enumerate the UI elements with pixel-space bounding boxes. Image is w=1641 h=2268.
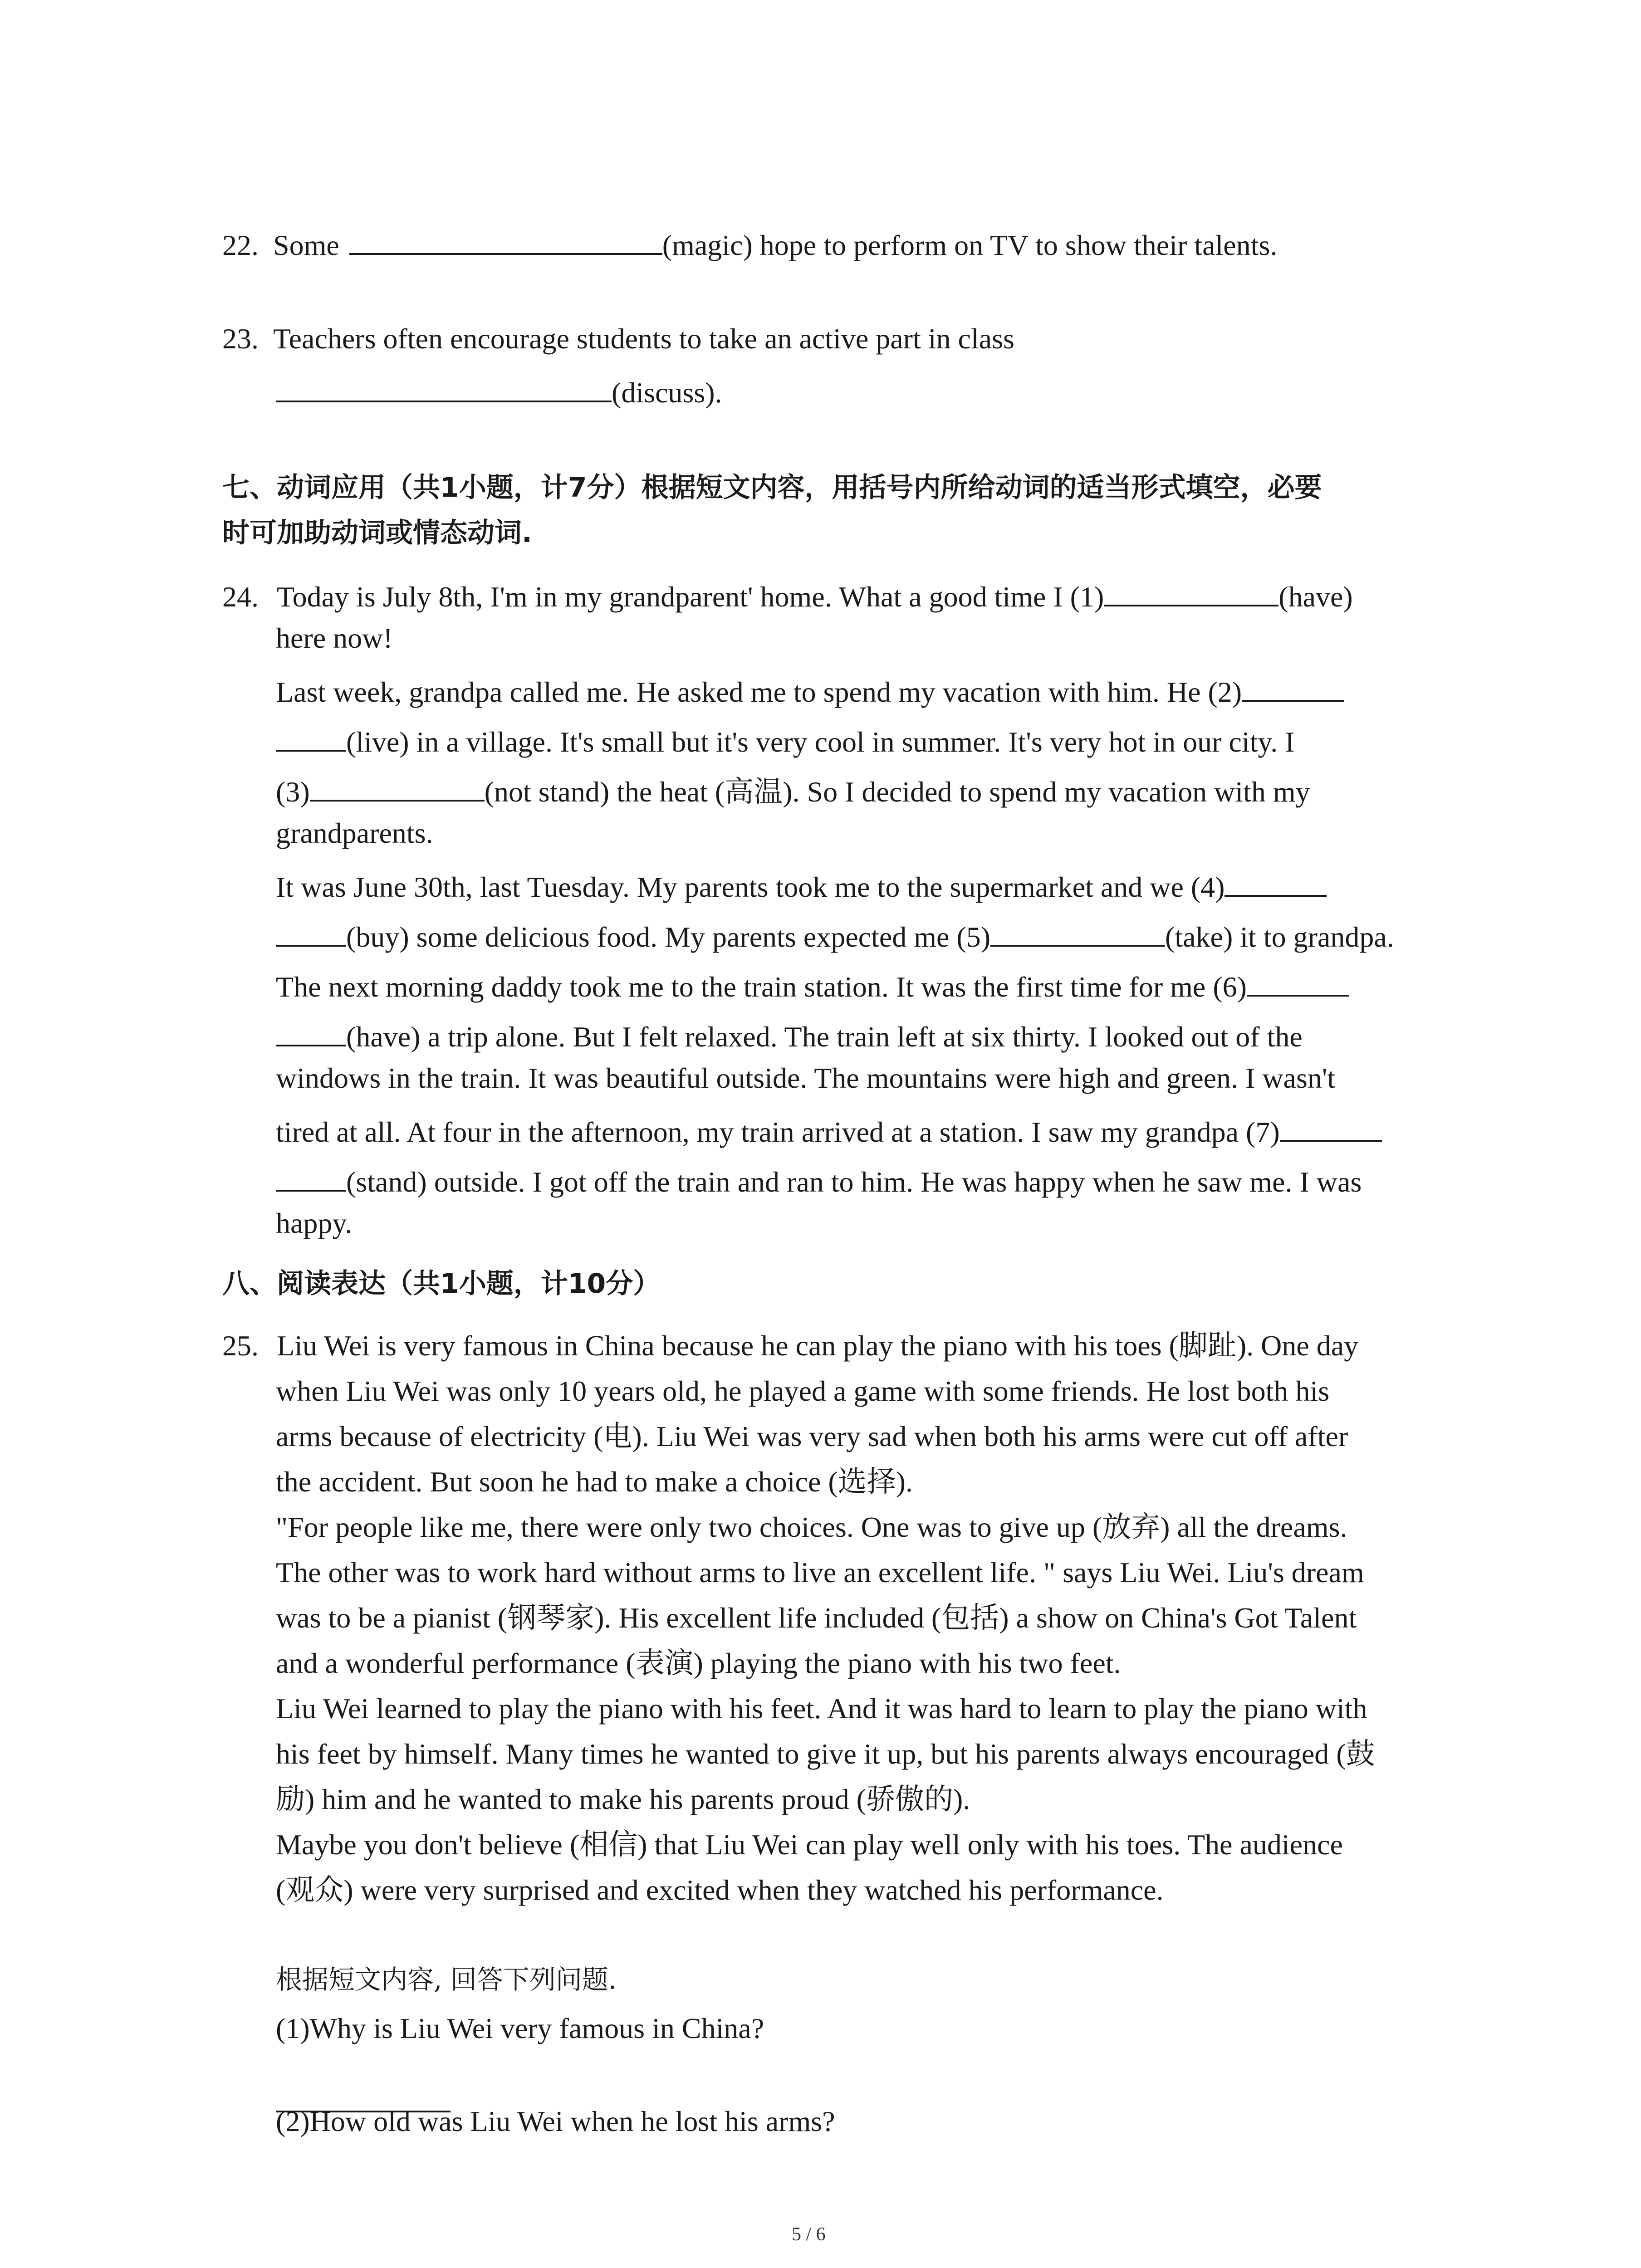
passage-text: The next morning daddy took me to the train station. It was the first time for me (6) xyxy=(276,971,1247,1003)
answer-blank-4[interactable] xyxy=(1225,869,1327,897)
passage-line xyxy=(276,674,1344,707)
passage-line xyxy=(276,1163,1362,1197)
page-number: 5 / 6 xyxy=(792,2224,826,2245)
passage-text: (stand) outside. I got off the train and ran to him. He was happy when he saw me. I was xyxy=(346,1166,1362,1198)
passage-line xyxy=(276,869,1327,902)
question-number: 25. xyxy=(222,1330,259,1362)
section-7-heading-line2: 时可加助动词或情态动词. xyxy=(222,517,532,549)
passage-line xyxy=(276,1018,1303,1051)
question-22 xyxy=(222,227,1277,260)
question-23-line2 xyxy=(276,374,722,407)
question-25 xyxy=(222,1331,1358,1360)
question-number: 23. xyxy=(222,323,259,355)
passage-line xyxy=(276,773,1310,807)
passage-line: 励) him and he wanted to make his parents proud (骄傲的). xyxy=(276,1783,970,1815)
question-text: (magic) hope to perform on TV to show their talents. xyxy=(662,229,1278,261)
answer-blank-3[interactable] xyxy=(310,773,485,802)
answer-blank[interactable] xyxy=(349,227,662,255)
passage-text: It was June 30th, last Tuesday. My parents took me to the supermarket and we (4) xyxy=(276,871,1225,903)
passage-line: (have) xyxy=(1279,581,1353,613)
passage-line: and a wonderful performance (表演) playing the piano with his two feet. xyxy=(276,1647,1121,1679)
passage-text: (take) it to grandpa. xyxy=(1165,921,1394,953)
answer-blank-2[interactable] xyxy=(1242,674,1344,702)
passage-text: (live) in a village. It's small but it's very cool in summer. It's very hot in our city. I xyxy=(346,726,1295,758)
section-8-heading: 八、阅读表达（共1小题，计10分） xyxy=(222,1268,661,1300)
passage-line: happy. xyxy=(276,1207,353,1239)
question-text: Teachers often encourage students to take an active part in class xyxy=(273,323,1014,355)
passage-line: "For people like me, there were only two choices. One was to give up (放弃) all the dreams. xyxy=(276,1511,1347,1543)
passage-line: Today is July 8th, I'm in my grandparent' home. What a good time I (1) xyxy=(277,581,1104,613)
answer-blank-5[interactable] xyxy=(990,919,1165,947)
passage-text: (3) xyxy=(276,776,310,808)
sub-question-2: (2)How old was Liu Wei when he lost his arms? xyxy=(276,2105,835,2137)
passage-text: (buy) some delicious food. My parents expected me (5) xyxy=(346,921,991,953)
passage-line: (观众) were very surprised and excited when they watched his performance. xyxy=(276,1874,1164,1906)
passage-line xyxy=(276,723,1295,757)
passage-line: arms because of electricity (电). Liu Wei was very sad when both his arms were cut off after xyxy=(276,1420,1348,1452)
answer-blank-7[interactable] xyxy=(1280,1114,1382,1142)
question-number: 24. xyxy=(222,581,259,613)
passage-text: tired at all. At four in the afternoon, my train arrived at a station. I saw my grandpa (7) xyxy=(276,1116,1280,1148)
question-text: (discuss). xyxy=(612,376,722,409)
passage-line xyxy=(276,1114,1382,1147)
question-24 xyxy=(222,578,1353,611)
passage-line: here now! xyxy=(276,622,393,654)
passage-line: grandparents. xyxy=(276,817,433,849)
passage-line: the accident. But soon he had to make a choice (选择). xyxy=(276,1466,913,1498)
answer-blank-4-cont[interactable] xyxy=(276,919,346,947)
answer-blank-7-cont[interactable] xyxy=(276,1163,346,1192)
question-instruction: 根据短文内容, 回答下列问题. xyxy=(276,1964,617,1995)
passage-line: The other was to work hard without arms to live an excellent life. " says Liu Wei. Liu's dream xyxy=(276,1556,1364,1589)
passage-line: his feet by himself. Many times he wanted to give it up, but his parents always encouraged (鼓 xyxy=(276,1738,1375,1770)
passage-text: (have) a trip alone. But I felt relaxed. The train left at six thirty. I looked out of the xyxy=(346,1021,1303,1053)
passage-line: windows in the train. It was beautiful outside. The mountains were high and green. I wasn't xyxy=(276,1062,1336,1094)
passage-line: Maybe you don't believe (相信) that Liu Wei can play well only with his toes. The audience xyxy=(276,1828,1343,1861)
passage-text: Liu Wei is very famous in China because he can play the piano with his toes (脚趾). One day xyxy=(277,1330,1359,1362)
answer-blank-6-cont[interactable] xyxy=(276,1018,346,1046)
passage-line xyxy=(276,919,1394,952)
passage-text: (not stand) the heat (高温). So I decided to spend my vacation with my xyxy=(484,776,1310,808)
question-number: 22. xyxy=(222,229,259,261)
sub-question-1: (1)Why is Liu Wei very famous in China? xyxy=(276,2012,764,2044)
answer-blank-6[interactable] xyxy=(1247,968,1349,997)
answer-blank-2-cont[interactable] xyxy=(276,723,346,752)
passage-line: when Liu Wei was only 10 years old, he played a game with some friends. He lost both his xyxy=(276,1375,1330,1407)
passage-line: was to be a pianist (钢琴家). His excellent life included (包括) a show on China's Got Talent xyxy=(276,1602,1357,1634)
answer-blank-1[interactable] xyxy=(1104,578,1279,606)
passage-line: Liu Wei learned to play the piano with his feet. And it was hard to learn to play the piano with xyxy=(276,1692,1367,1725)
passage-line xyxy=(276,968,1349,1002)
answer-blank[interactable] xyxy=(276,374,612,402)
question-23 xyxy=(222,324,1014,353)
section-7-heading: 七、动词应用（共1小题，计7分）根据短文内容，用括号内所给动词的适当形式填空，必要 xyxy=(222,472,1322,503)
question-text: Some xyxy=(273,229,339,261)
passage-text: Last week, grandpa called me. He asked me to spend my vacation with him. He (2) xyxy=(276,676,1242,708)
